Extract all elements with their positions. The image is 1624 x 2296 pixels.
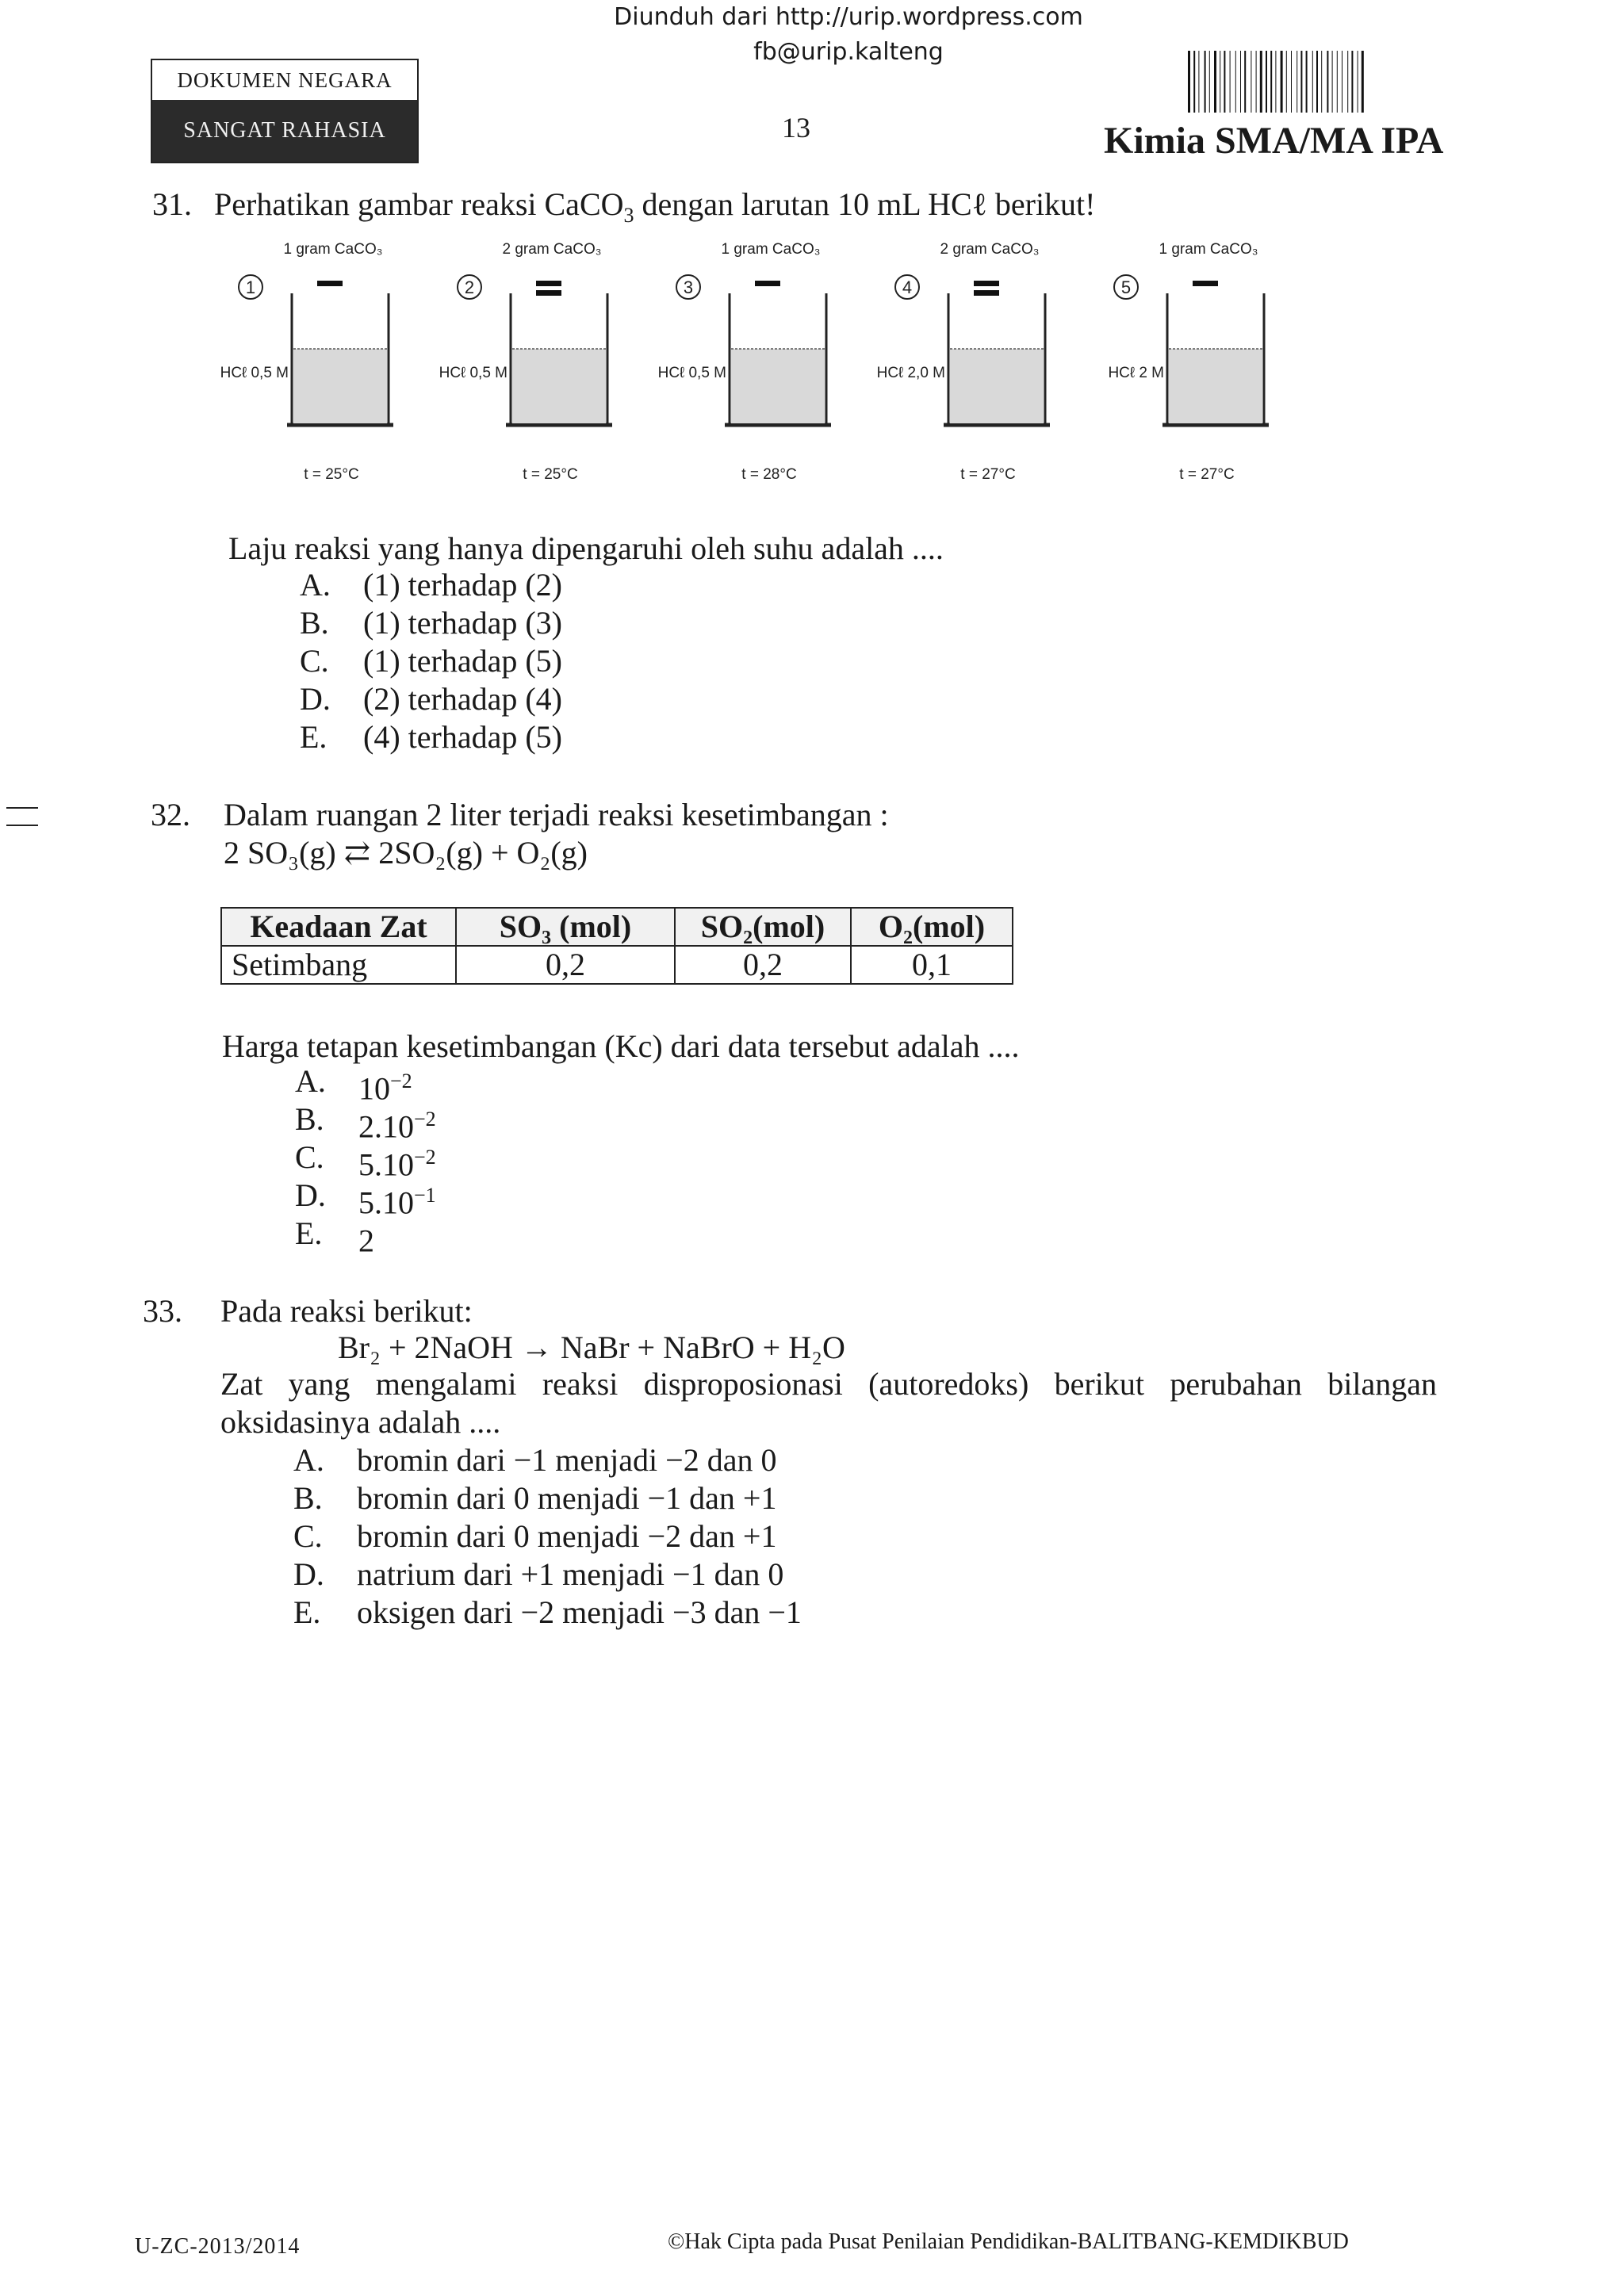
option-letter: D. — [300, 681, 331, 717]
barcode-bar — [1337, 51, 1338, 113]
acid-concentration-label: HCℓ 2 M — [1108, 365, 1164, 381]
beaker-mass-label: 1 gram CaCO₃ — [721, 241, 821, 258]
barcode-bar — [1209, 51, 1210, 113]
beaker-number: 4 — [902, 277, 913, 297]
beaker-2 — [439, 241, 612, 483]
equilibrium-table — [220, 907, 1013, 985]
question-32-number: 32. — [151, 797, 190, 832]
caco3-piece — [1193, 281, 1218, 286]
option-text: bromin dari 0 menjadi −2 dan +1 — [357, 1518, 777, 1554]
hcl-solution — [731, 349, 825, 423]
question-33-prompt-line1: Zat yang mengalami reaksi disproposionasi (autoredoks) berikut perubahan bilangan — [220, 1366, 1437, 1402]
option-text: (1) terhadap (2) — [363, 567, 562, 603]
barcode-bar — [1275, 51, 1276, 113]
option-letter: B. — [295, 1101, 324, 1137]
option-text: (2) terhadap (4) — [363, 681, 562, 717]
page-number: 13 — [782, 112, 810, 144]
option-exponent: −2 — [414, 1146, 436, 1169]
question-31-prompt: Laju reaksi yang hanya dipengaruhi oleh suhu adalah .... — [228, 530, 944, 566]
hcl-solution — [950, 349, 1044, 423]
barcode-bar — [1235, 51, 1236, 113]
barcode-bar — [1362, 51, 1364, 113]
question-33-equation: Br₂ + 2NaOH → NaBr + NaBrO + H₂O — [338, 1330, 845, 1365]
answer-option — [295, 1100, 691, 1145]
table-row — [221, 946, 1013, 984]
barcode-bar — [1312, 51, 1313, 113]
option-letter: C. — [293, 1518, 323, 1554]
footer-copyright: ©Hak Cipta pada Pusat Penilaian Pendidikan-BALITBANG-KEMDIKBUD — [668, 2229, 1349, 2254]
acid-concentration-label: HCℓ 2,0 M — [876, 365, 945, 381]
barcode — [1188, 51, 1451, 113]
beaker-5 — [1108, 241, 1269, 483]
option-text — [358, 1215, 374, 1260]
question-33-prompt-line2: oksidasinya adalah .... — [220, 1404, 501, 1440]
option-base: 5.10 — [358, 1146, 414, 1183]
answer-option — [300, 718, 776, 756]
document-label: DOKUMEN NEGARA — [177, 67, 393, 92]
option-letter: D. — [293, 1556, 324, 1592]
beaker-number: 5 — [1120, 277, 1132, 297]
question-31-number: 31. — [152, 186, 192, 222]
hcl-solution — [512, 349, 606, 423]
question-33-stem: Pada reaksi berikut: — [220, 1293, 473, 1329]
option-letter: C. — [300, 643, 329, 679]
option-base: 2.10 — [358, 1108, 414, 1145]
barcode-bar — [1224, 51, 1225, 113]
question-33-options — [293, 1441, 1007, 1640]
question-33-number: 33. — [143, 1293, 182, 1329]
answer-option — [293, 1594, 1007, 1632]
beaker-number: 3 — [683, 277, 694, 297]
hcl-solution — [1169, 349, 1262, 423]
beaker-4 — [877, 241, 1050, 483]
acid-concentration-label: HCℓ 0,5 M — [220, 365, 289, 381]
answer-option — [293, 1479, 1007, 1517]
temperature-label: t = 27°C — [960, 466, 1016, 483]
option-letter: A. — [300, 567, 331, 603]
caco3-piece — [974, 290, 999, 296]
beaker-1 — [220, 241, 393, 483]
option-base: 5.10 — [358, 1184, 414, 1221]
answer-option — [295, 1062, 691, 1107]
barcode-bar — [1214, 51, 1216, 113]
option-exponent: −1 — [414, 1184, 436, 1207]
barcode-bar — [1240, 51, 1241, 113]
barcode-bar — [1306, 51, 1308, 113]
barcode-bar — [1266, 51, 1267, 113]
option-text: (1) terhadap (3) — [363, 605, 562, 641]
margin-mark — [6, 807, 38, 826]
beaker-mass-label: 1 gram CaCO₃ — [1159, 241, 1258, 258]
option-letter: E. — [300, 719, 327, 755]
barcode-bar — [1193, 51, 1195, 113]
table-cell: 0,1 — [851, 946, 1013, 984]
option-letter: E. — [293, 1594, 321, 1630]
barcode-bar — [1230, 51, 1231, 113]
temperature-label: t = 25°C — [304, 466, 359, 483]
table-header-row — [221, 908, 1013, 946]
table-cell: 0,2 — [675, 946, 851, 984]
option-text: bromin dari 0 menjadi −1 dan +1 — [357, 1480, 777, 1516]
option-exponent: −2 — [390, 1070, 412, 1093]
option-letter: B. — [293, 1480, 323, 1516]
beaker-number: 2 — [464, 277, 475, 297]
option-letter: B. — [300, 605, 329, 641]
acid-concentration-label: HCℓ 0,5 M — [439, 365, 508, 381]
answer-option — [300, 642, 776, 680]
beaker-number: 1 — [245, 277, 256, 297]
option-text: natrium dari +1 menjadi −1 dan 0 — [357, 1556, 784, 1592]
source-facebook: fb@urip.kalteng — [753, 38, 944, 66]
option-base: 2 — [358, 1223, 374, 1259]
question-32-prompt: Harga tetapan kesetimbangan (Kc) dari data tersebut adalah .... — [222, 1028, 1020, 1064]
document-classification-box — [151, 59, 419, 163]
barcode-bar — [1351, 51, 1353, 113]
temperature-label: t = 25°C — [523, 466, 578, 483]
option-letter: A. — [293, 1442, 324, 1478]
beaker-mass-label: 2 gram CaCO₃ — [940, 241, 1040, 258]
option-letter: E. — [295, 1215, 323, 1251]
answer-option — [295, 1215, 691, 1259]
question-32-options — [295, 1062, 691, 1261]
option-base: 10 — [358, 1070, 390, 1107]
answer-option — [300, 604, 776, 642]
caco3-piece — [536, 290, 561, 296]
barcode-bar — [1256, 51, 1257, 113]
table-header-cell: O₂(mol) — [851, 908, 1013, 946]
table-header-cell: Keadaan Zat — [221, 908, 456, 946]
barcode-bar — [1332, 51, 1333, 113]
secret-label: SANGAT RAHASIA — [152, 100, 417, 162]
reaction-diagram — [198, 230, 1308, 499]
caco3-piece — [317, 281, 343, 286]
barcode-bar — [1198, 51, 1199, 113]
option-text: (1) terhadap (5) — [363, 643, 562, 679]
hcl-solution — [293, 349, 387, 423]
footer-exam-code: U-ZC-2013/2014 — [135, 2234, 301, 2259]
barcode-bar — [1286, 51, 1287, 113]
barcode-bar — [1281, 51, 1283, 113]
option-exponent: −2 — [414, 1108, 436, 1131]
barcode-bar — [1270, 51, 1272, 113]
barcode-bar — [1321, 51, 1322, 113]
question-31-options — [300, 566, 776, 764]
barcode-bar — [1327, 51, 1328, 113]
barcode-bar — [1316, 51, 1318, 113]
answer-option — [295, 1138, 691, 1183]
answer-option — [293, 1441, 1007, 1479]
temperature-label: t = 27°C — [1179, 466, 1235, 483]
option-letter: C. — [295, 1139, 324, 1175]
question-32-stem: Dalam ruangan 2 liter terjadi reaksi kesetimbangan : — [224, 797, 889, 832]
beaker-mass-label: 1 gram CaCO₃ — [283, 241, 383, 258]
option-text: bromin dari −1 menjadi −2 dan 0 — [357, 1442, 777, 1478]
table-cell: Setimbang — [221, 946, 456, 984]
barcode-bar — [1244, 51, 1246, 113]
option-letter: A. — [295, 1063, 326, 1099]
table-header-cell: SO₂(mol) — [675, 908, 851, 946]
barcode-bar — [1347, 51, 1348, 113]
question-32-equation: 2 SO₃(g) ⇄ 2SO₂(g) + O₂(g) — [224, 835, 588, 871]
answer-option — [300, 566, 776, 604]
question-31-stem: Perhatikan gambar reaksi CaCO$_3$ dengan larutan 10 mL HCℓ berikut! — [214, 186, 1096, 227]
barcode-bar — [1188, 51, 1190, 113]
answer-option — [300, 680, 776, 718]
beaker-3 — [658, 241, 831, 483]
answer-option — [295, 1177, 691, 1221]
option-letter: D. — [295, 1177, 326, 1213]
answer-option — [293, 1556, 1007, 1594]
barcode-bar — [1260, 51, 1262, 113]
barcode-bar — [1300, 51, 1302, 113]
table-header-cell: SO₃ (mol) — [456, 908, 675, 946]
beaker-mass-label: 2 gram CaCO₃ — [502, 241, 602, 258]
acid-concentration-label: HCℓ 0,5 M — [657, 365, 726, 381]
temperature-label: t = 28°C — [741, 466, 797, 483]
option-text: oksigen dari −2 menjadi −3 dan −1 — [357, 1594, 802, 1630]
barcode-bar — [1291, 51, 1292, 113]
answer-option — [293, 1517, 1007, 1556]
caco3-piece — [536, 281, 561, 286]
barcode-bar — [1205, 51, 1206, 113]
source-url: Diunduh dari http://urip.wordpress.com — [614, 3, 1083, 31]
caco3-piece — [974, 281, 999, 286]
caco3-piece — [755, 281, 780, 286]
subject-title: Kimia SMA/MA IPA — [1104, 120, 1444, 162]
table-cell: 0,2 — [456, 946, 675, 984]
option-text: (4) terhadap (5) — [363, 719, 562, 755]
